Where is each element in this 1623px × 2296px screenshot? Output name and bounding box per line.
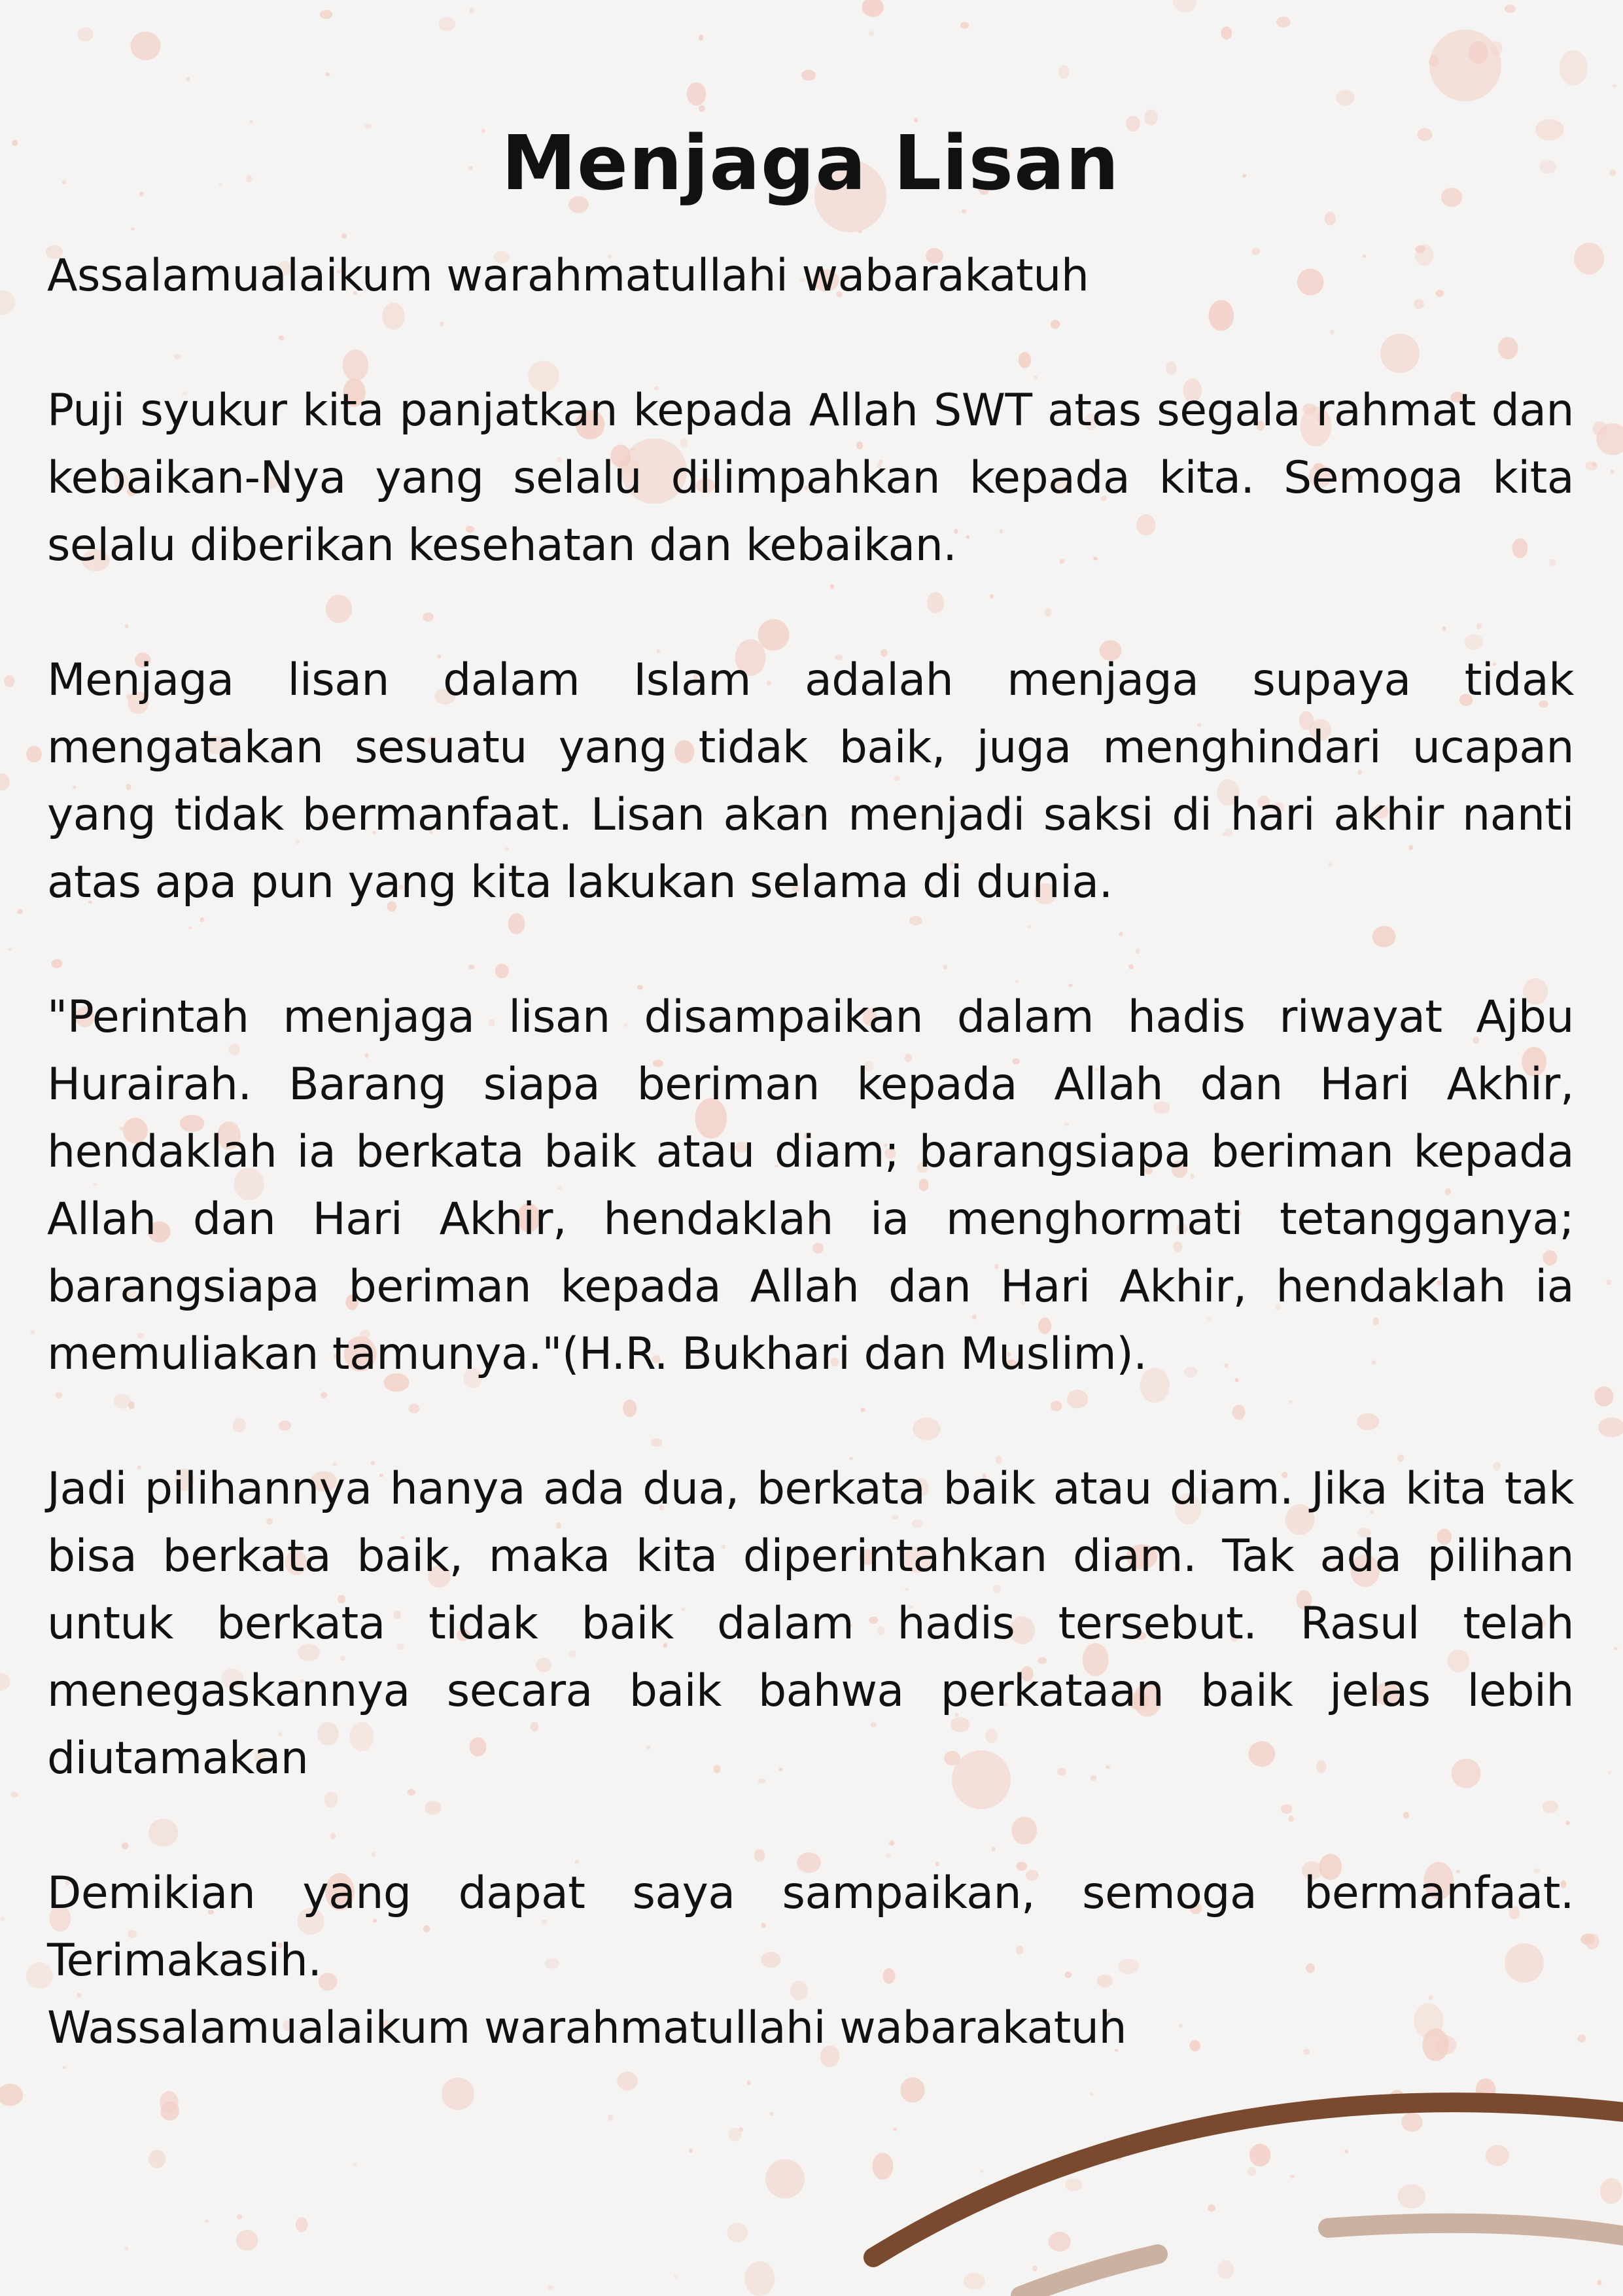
speckle-dot xyxy=(1600,2178,1622,2204)
speckle-dot xyxy=(26,746,42,762)
speckle-dot xyxy=(1090,2093,1094,2096)
speckle-dot xyxy=(320,10,333,19)
speckle-dot xyxy=(12,140,18,146)
speckle-dot xyxy=(960,22,969,29)
speckle-dot xyxy=(1276,17,1291,28)
speckle-dot xyxy=(727,2223,748,2242)
speckle-dot xyxy=(31,1330,35,1334)
speckle-dot xyxy=(1614,1647,1618,1650)
speckle-dot xyxy=(78,27,94,42)
speckle-dot xyxy=(1344,2149,1348,2153)
speckle-dot xyxy=(325,73,330,77)
speckle-dot xyxy=(964,2273,985,2289)
speckle-dot xyxy=(689,2149,693,2153)
speckle-dot xyxy=(893,2128,897,2130)
speckle-blob xyxy=(1429,29,1501,101)
speckle-dot xyxy=(1592,421,1607,436)
speckle-dot xyxy=(1032,2266,1037,2272)
speckle-dot xyxy=(1389,2090,1405,2106)
speckle-dot xyxy=(1609,169,1616,176)
speckle-dot xyxy=(0,2084,23,2106)
speckle-dot xyxy=(1,1916,5,1921)
speckle-dot xyxy=(4,675,14,688)
speckle-dot xyxy=(205,2219,209,2222)
speckle-dot xyxy=(1577,2034,1586,2042)
speckle-dot xyxy=(1598,1417,1623,1437)
speckle-dot xyxy=(439,17,455,31)
speckle-dot xyxy=(747,2081,751,2085)
speckle-dot xyxy=(1208,2204,1215,2212)
speckle-dot xyxy=(1606,1279,1611,1285)
speckle-dot xyxy=(1476,2078,1496,2100)
speckle-dot xyxy=(617,2072,638,2091)
speckle-dot xyxy=(869,31,874,36)
speckle-dot xyxy=(1601,2115,1606,2120)
speckle-blob xyxy=(442,2077,474,2110)
speckle-dot xyxy=(296,2217,308,2232)
speckle-dot xyxy=(237,2214,243,2219)
body-paragraph: Puji syukur kita panjatkan kepada Allah SWT atas segala rahmat dan kebaikan-Nya yang selalu dilimpahkan kepada kita. Semoga kita selalu diberikan kesehatan dan kebaikan. xyxy=(47,385,1574,571)
speckle-dot xyxy=(744,2261,775,2296)
speckle-dot xyxy=(1607,1771,1611,1775)
speckle-dot xyxy=(1401,2113,1423,2132)
document-title: Menjaga Lisan xyxy=(501,120,1120,207)
speckle-dot xyxy=(1049,2232,1071,2252)
speckle-dot xyxy=(1115,2154,1123,2161)
speckle-dot xyxy=(872,2153,893,2180)
speckle-dot xyxy=(1560,50,1588,86)
speckle-dot xyxy=(148,2150,166,2168)
speckle-dot xyxy=(1574,243,1604,275)
speckle-dot xyxy=(17,909,23,914)
speckle-dot xyxy=(980,2170,984,2173)
speckle-dot xyxy=(469,8,474,14)
speckle-dot xyxy=(1290,2175,1295,2178)
speckle-dot xyxy=(1597,2280,1601,2286)
speckle-dot xyxy=(1505,5,1516,13)
speckle-dot xyxy=(1580,1934,1594,1945)
speckle-dot xyxy=(125,2246,129,2251)
speckle-dot xyxy=(8,948,12,951)
speckle-dot xyxy=(1613,84,1617,88)
speckle-dot xyxy=(353,2163,357,2167)
speckle-dot xyxy=(548,2286,553,2290)
speckle-dot xyxy=(0,1672,10,1691)
speckle-dot xyxy=(862,0,884,17)
body-paragraph: "Perintah menjaga lisan disampaikan dalam hadis riwayat Ajbu Hurairah. Barang siapa beriman kepada Allah dan Hari Akhir, hendaklah ia berkata baik atau diam; barangsiapa beriman kepada Allah dan Hari Akhir, hendaklah ia menghormati tetangganya; barangsiapa beriman kepada Allah dan Hari Akhir, hendaklah ia memuliakan tamunya."(H.R. Bukhari dan Muslim). xyxy=(47,991,1574,1380)
speckle-dot xyxy=(1249,2144,1270,2166)
speckle-dot xyxy=(1398,2184,1426,2208)
speckle-dot xyxy=(1065,2179,1082,2191)
speckle-dot xyxy=(1611,470,1614,474)
speckle-dot xyxy=(801,70,816,81)
speckle-dot xyxy=(699,35,703,41)
speckle-dot xyxy=(687,82,707,106)
farewell-paragraph: Wassalamualaikum warahmatullahi wabarakatuh xyxy=(47,2002,1127,2054)
speckle-dot xyxy=(1592,463,1596,467)
body-paragraph: Menjaga lisan dalam Islam adalah menjaga supaya tidak mengatakan sesuatu yang tidak baik, juga menghindari ucapan yang tidak bermanfaat. Lisan akan menjadi saksi di hari akhir nanti atas apa pun yang kita lakukan selama di dunia. xyxy=(47,654,1574,908)
speckle-dot xyxy=(1336,90,1354,106)
speckle-dot xyxy=(1058,65,1070,79)
body-paragraph: Jadi pilihannya hanya ada dua, berkata baik atau diam. Jika kita tak bisa berkata baik, maka kita diperintahkan diam. Tak ada pilihan untuk berkata tidak baik dalam hadis tersebut. Rasul telah menegaskannya secara baik bahwa perkataan baik jelas lebih diutamakan xyxy=(47,1463,1574,1784)
speckle-dot xyxy=(0,773,10,790)
speckle-dot xyxy=(1248,2167,1257,2176)
speckle-dot xyxy=(1585,461,1597,470)
speckle-dot xyxy=(131,31,161,60)
speckle-dot xyxy=(186,77,190,81)
speckle-dot xyxy=(10,1792,18,1798)
greeting-paragraph: Assalamualaikum warahmatullahi wabarakatuh xyxy=(47,250,1089,302)
speckle-dot xyxy=(769,2112,773,2116)
speckle-dot xyxy=(739,2127,743,2132)
speckle-dot xyxy=(236,2230,258,2251)
closing-paragraph: Demikian yang dapat saya sampaikan, semoga bermanfaat. Terimakasih. xyxy=(47,1867,1574,1987)
speckle-dot xyxy=(1217,2260,1234,2280)
speckle-dot xyxy=(1486,2145,1509,2166)
speckle-dot xyxy=(608,2114,613,2121)
speckle-dot xyxy=(699,105,705,112)
speckle-dot xyxy=(160,2102,179,2121)
speckle-blob xyxy=(765,2159,805,2199)
document-body xyxy=(47,118,1574,2062)
speckle-dot xyxy=(674,2274,678,2278)
speckle-dot xyxy=(900,2077,924,2103)
speckle-dot xyxy=(1221,26,1232,39)
speckle-dot xyxy=(62,2066,66,2070)
speckle-dot xyxy=(0,291,16,315)
speckle-dot xyxy=(1173,0,1197,12)
speckle-dot xyxy=(1594,1386,1613,1407)
